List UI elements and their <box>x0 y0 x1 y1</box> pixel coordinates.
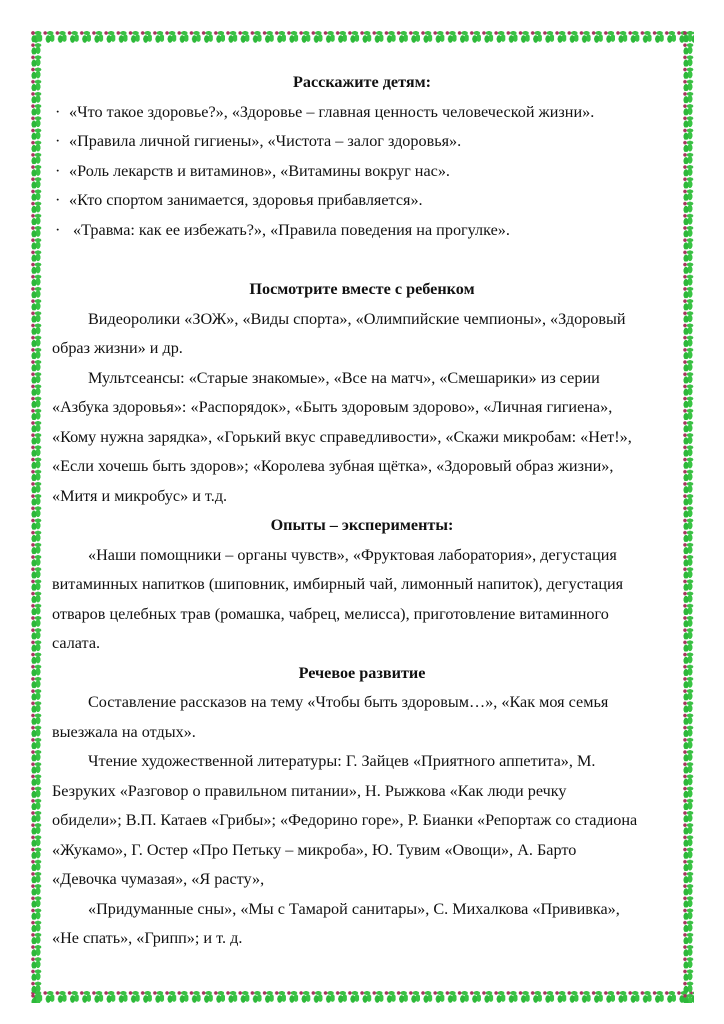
paragraph-reading-continued <box>52 895 672 954</box>
text-line: «Не спать», «Грипп»; и т. д. <box>52 929 243 947</box>
list-item-text: «Роль лекарств и витаминов», «Витамины вокруг нас». <box>69 161 450 180</box>
text-line: «Придуманные сны», «Мы с Тамарой санитары», С. Михалкова «Прививка», <box>88 899 620 918</box>
holly-border-right-icon <box>682 30 695 1003</box>
heading-tell-children: Расскажите детям: <box>292 73 432 91</box>
heading-experiments: Опыты – эксперименты: <box>270 516 454 534</box>
text-line: «Кому нужна зарядка», «Горький вкус справедливости», «Скажи микробам: «Нет!», <box>52 427 632 446</box>
list-item <box>52 186 672 216</box>
paragraph-experiments <box>52 541 672 659</box>
bullet-icon: · <box>55 191 61 209</box>
text-line: Мультсеансы: «Старые знакомые», «Все на матч», «Смешарики» из серии <box>88 368 600 387</box>
text-line: обидели»; В.П. Катаев «Грибы»; «Федорино горе», Р. Бианки «Репортаж со стадиона <box>52 811 638 829</box>
text-line: отваров целебных трав (ромашка, чабрец, мелисса), приготовление витаминного <box>52 604 609 623</box>
list-item-text: «Травма: как ее избежать?», «Правила поведения на прогулке». <box>69 220 510 239</box>
holly-border-bottom-icon <box>30 990 694 1003</box>
bullet-icon: · <box>55 132 61 150</box>
tell-list <box>52 98 672 246</box>
holly-border-top-icon <box>30 30 694 43</box>
text-line: «Азбука здоровья»: «Распорядок», «Быть здоровым здорово», «Личная гигиена», <box>52 398 613 416</box>
paragraph-videos <box>52 305 672 364</box>
list-item-text: «Что такое здоровье?», «Здоровье – главная ценность человеческой жизни». <box>69 102 595 121</box>
bullet-icon: · <box>55 102 61 121</box>
text-line: «Девочка чумазая», «Я расту», <box>52 870 265 888</box>
text-line: «Наши помощники – органы чувств», «Фруктовая лаборатория», дегустация <box>88 545 617 564</box>
bullet-icon: · <box>55 161 61 180</box>
list-item-text: «Кто спортом занимается, здоровья прибавляется». <box>69 191 423 209</box>
paragraph-reading <box>52 747 672 895</box>
list-item-text: «Правила личной гигиены», «Чистота – залог здоровья». <box>69 132 462 150</box>
text-line: «Если хочешь быть здоров»; «Королева зубная щётка», «Здоровый образ жизни», <box>52 457 614 475</box>
text-line: выезжала на отдых». <box>52 722 196 741</box>
list-item <box>52 157 672 187</box>
holly-border-left-icon <box>30 30 43 1003</box>
list-item <box>52 98 672 128</box>
list-item <box>52 127 672 157</box>
list-item <box>52 216 672 246</box>
paragraph-stories <box>52 688 672 747</box>
text-line: «Жукамо», Г. Остер «Про Петьку – микроба», Ю. Тувим «Овощи», А. Барто <box>52 840 577 859</box>
text-line: Чтение художественной литературы: Г. Зайцев «Приятного аппетита», М. <box>88 752 596 770</box>
text-line: образ жизни» и др. <box>52 339 183 357</box>
heading-speech-development: Речевое развитие <box>298 663 426 682</box>
text-line: Безруких «Разговор о правильном питании», Н. Рыжкова «Как люди речку <box>52 781 567 800</box>
heading-watch-together: Посмотрите вместе с ребенком <box>249 280 475 298</box>
paragraph-cartoons <box>52 364 672 512</box>
bullet-icon: · <box>55 220 61 239</box>
text-line: Составление рассказов на тему «Чтобы быть здоровым…», «Как моя семья <box>88 693 609 711</box>
text-line: «Митя и микробус» и т.д. <box>52 486 228 505</box>
document-body <box>52 68 672 954</box>
text-line: салата. <box>52 634 101 652</box>
text-line: Видеоролики «ЗОЖ», «Виды спорта», «Олимпийские чемпионы», «Здоровый <box>88 309 626 328</box>
text-line: витаминных напитков (шиповник, имбирный чай, лимонный напиток), дегустация <box>52 575 624 593</box>
